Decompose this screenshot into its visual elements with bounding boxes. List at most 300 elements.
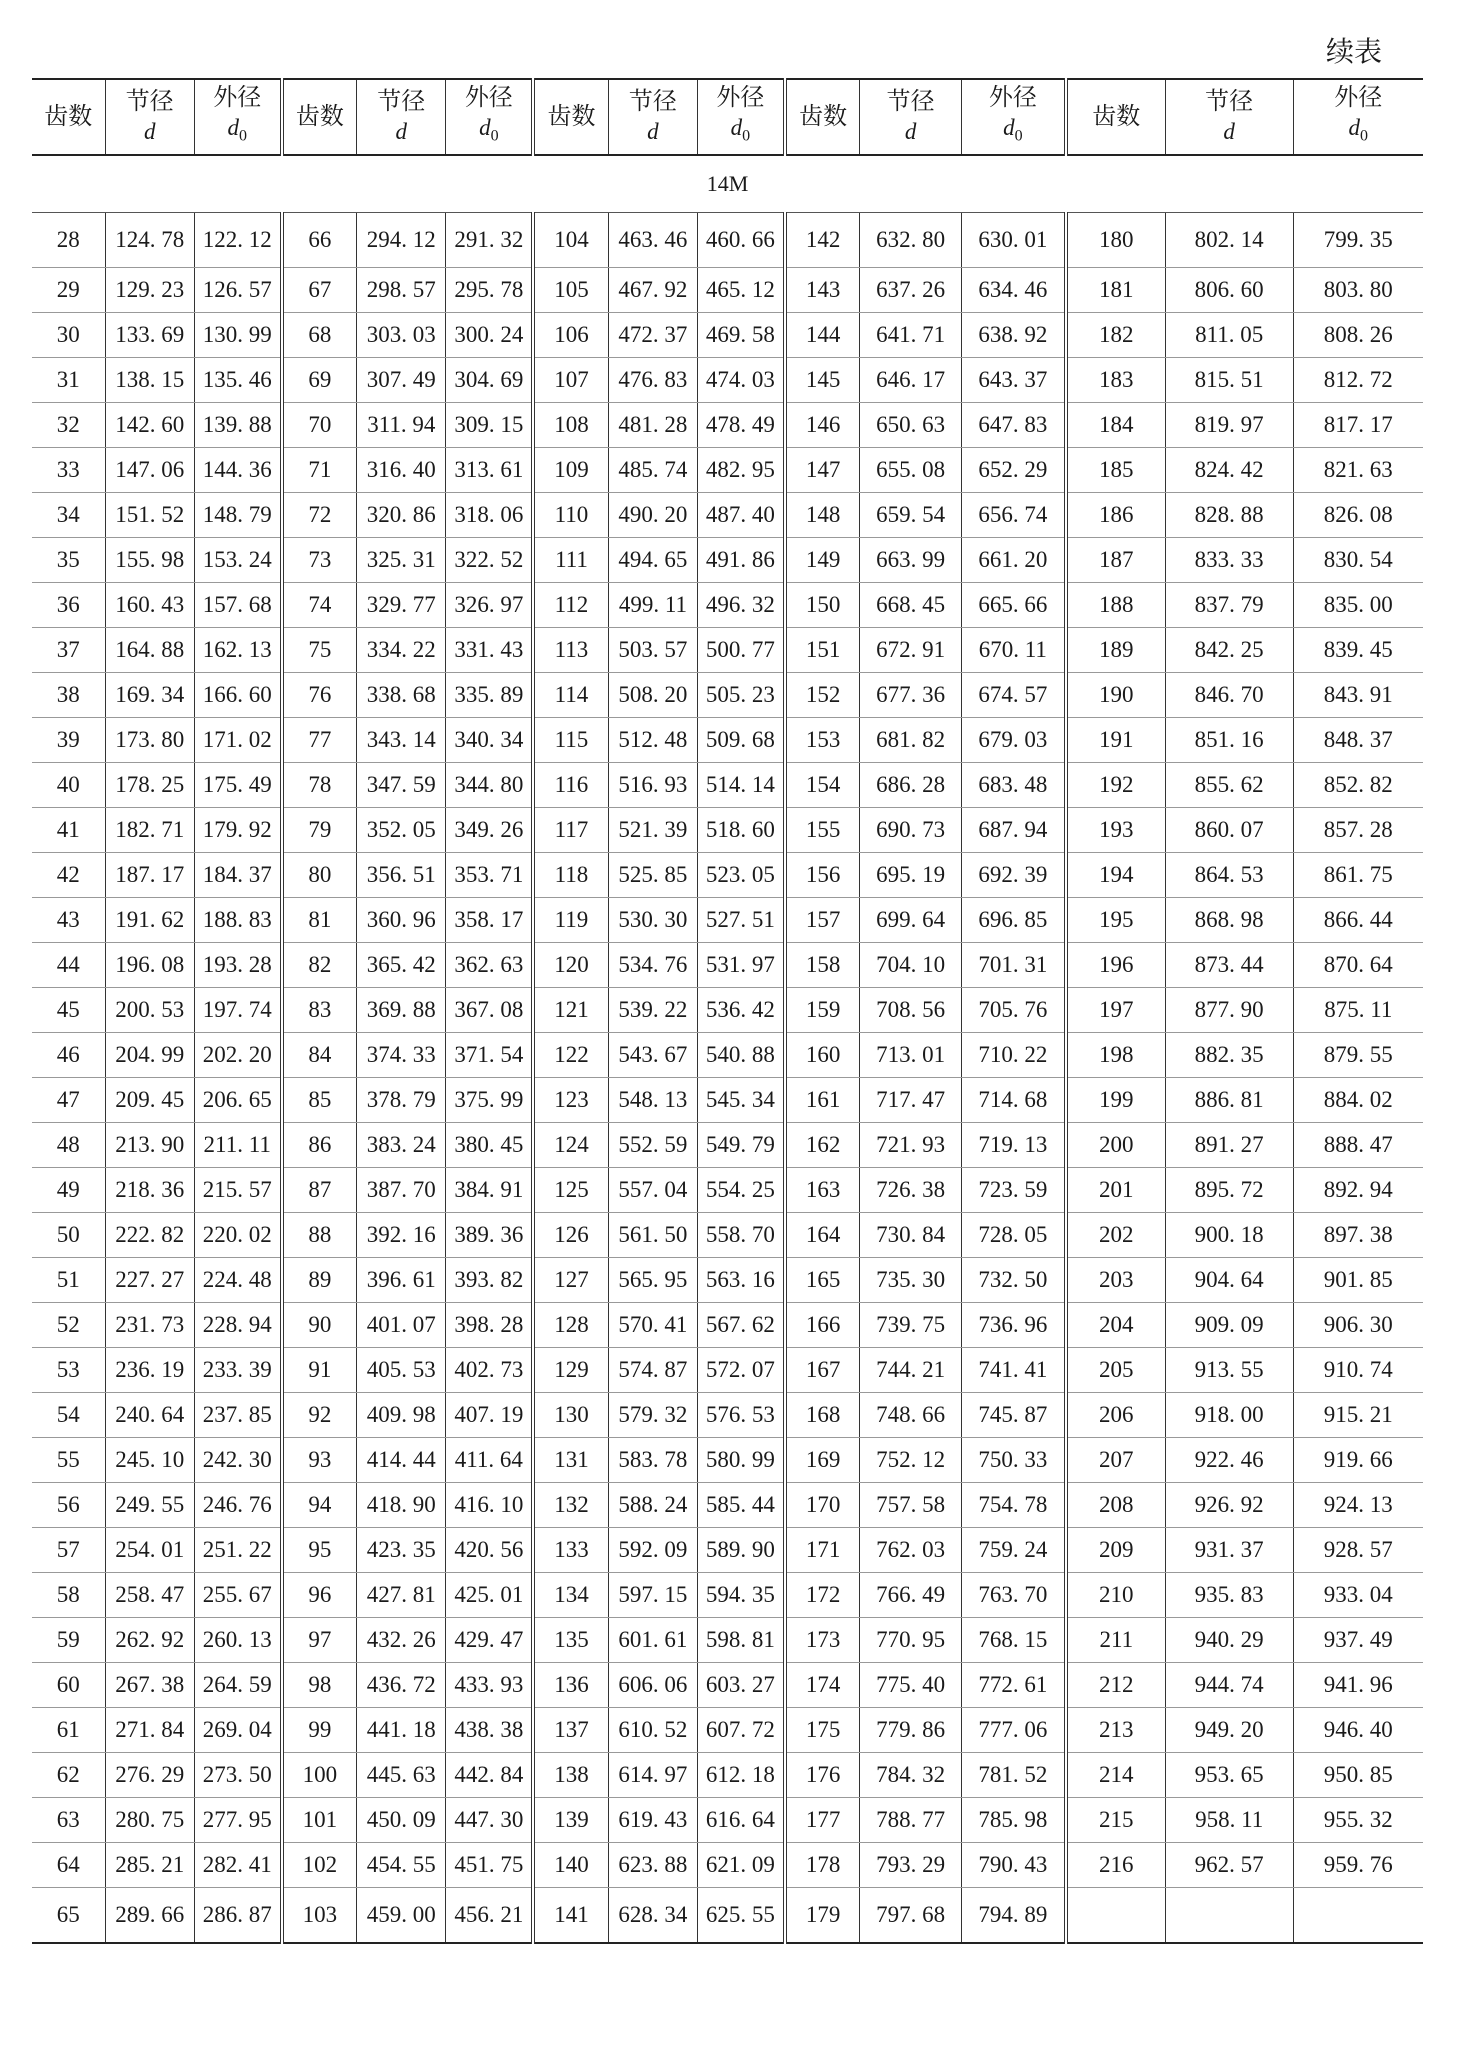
cell-pitch: 236. 19 (105, 1348, 194, 1393)
header-outer-label: 外径 (988, 84, 1037, 111)
header-pitch-label: 节径 (886, 89, 935, 115)
cell-teeth: 106 (533, 313, 608, 358)
cell-pitch: 592. 09 (608, 1528, 697, 1573)
cell-teeth: 187 (1066, 538, 1165, 583)
header-pitch-label: 节径 (125, 89, 174, 115)
cell-outer: 179. 92 (194, 808, 281, 853)
table-row (32, 1573, 1423, 1618)
cell-teeth: 58 (32, 1573, 105, 1618)
cell-outer: 607. 72 (698, 1708, 785, 1753)
cell-pitch: 570. 41 (608, 1303, 697, 1348)
cell-outer: 531. 97 (698, 943, 785, 988)
cell-teeth: 76 (282, 673, 357, 718)
cell-outer: 563. 16 (698, 1258, 785, 1303)
cell-outer: 728. 05 (961, 1213, 1066, 1258)
cell-pitch: 962. 57 (1165, 1843, 1293, 1888)
header-teeth: 齿数 (282, 79, 357, 155)
header-pitch-diameter (1165, 79, 1293, 155)
cell-pitch: 784. 32 (860, 1753, 961, 1798)
cell-outer: 554. 25 (698, 1168, 785, 1213)
header-pitch-symbol: d (395, 119, 408, 144)
cell-outer: 763. 70 (961, 1573, 1066, 1618)
cell-teeth: 200 (1066, 1123, 1165, 1168)
cell-outer: 799. 35 (1293, 213, 1423, 268)
header-teeth: 齿数 (533, 79, 608, 155)
cell-teeth: 37 (32, 628, 105, 673)
cell-pitch: 588. 24 (608, 1483, 697, 1528)
cell-pitch: 436. 72 (357, 1663, 446, 1708)
cell-outer: 478. 49 (698, 403, 785, 448)
cell-outer: 309. 15 (446, 403, 533, 448)
cell-teeth: 92 (282, 1393, 357, 1438)
cell-teeth: 30 (32, 313, 105, 358)
table-row (32, 943, 1423, 988)
cell-teeth: 33 (32, 448, 105, 493)
cell-pitch (1165, 1888, 1293, 1944)
cell-outer: 950. 85 (1293, 1753, 1423, 1798)
cell-teeth: 140 (533, 1843, 608, 1888)
cell-outer: 438. 38 (446, 1708, 533, 1753)
cell-teeth: 117 (533, 808, 608, 853)
cell-outer: 371. 54 (446, 1033, 533, 1078)
header-pitch-label: 节径 (628, 89, 677, 115)
cell-pitch: 441. 18 (357, 1708, 446, 1753)
cell-outer: 474. 03 (698, 358, 785, 403)
cell-outer: 130. 99 (194, 313, 281, 358)
cell-teeth: 164 (785, 1213, 860, 1258)
cell-pitch: 806. 60 (1165, 268, 1293, 313)
cell-teeth: 68 (282, 313, 357, 358)
cell-teeth: 86 (282, 1123, 357, 1168)
cell-teeth: 216 (1066, 1843, 1165, 1888)
cell-outer: 277. 95 (194, 1798, 281, 1843)
cell-outer: 144. 36 (194, 448, 281, 493)
header-outer-symbol-letter: d (479, 114, 491, 140)
cell-outer: 892. 94 (1293, 1168, 1423, 1213)
cell-teeth: 29 (32, 268, 105, 313)
cell-teeth: 63 (32, 1798, 105, 1843)
cell-teeth: 57 (32, 1528, 105, 1573)
cell-pitch: 289. 66 (105, 1888, 194, 1944)
table-row (32, 673, 1423, 718)
cell-pitch: 574. 87 (608, 1348, 697, 1393)
cell-pitch: 918. 00 (1165, 1393, 1293, 1438)
cell-pitch: 770. 95 (860, 1618, 961, 1663)
cell-outer: 429. 47 (446, 1618, 533, 1663)
cell-teeth: 105 (533, 268, 608, 313)
cell-outer: 246. 76 (194, 1483, 281, 1528)
cell-pitch: 343. 14 (357, 718, 446, 763)
cell-pitch: 142. 60 (105, 403, 194, 448)
cell-pitch: 650. 63 (860, 403, 961, 448)
cell-outer: 255. 67 (194, 1573, 281, 1618)
cell-outer: 585. 44 (698, 1483, 785, 1528)
cell-teeth: 173 (785, 1618, 860, 1663)
table-row (32, 898, 1423, 943)
cell-pitch: 851. 16 (1165, 718, 1293, 763)
cell-teeth: 52 (32, 1303, 105, 1348)
cell-pitch: 347. 59 (357, 763, 446, 808)
cell-teeth: 79 (282, 808, 357, 853)
cell-pitch: 868. 98 (1165, 898, 1293, 943)
cell-pitch: 329. 77 (357, 583, 446, 628)
cell-outer: 220. 02 (194, 1213, 281, 1258)
cell-pitch: 276. 29 (105, 1753, 194, 1798)
cell-outer: 754. 78 (961, 1483, 1066, 1528)
cell-teeth: 196 (1066, 943, 1165, 988)
cell-outer: 612. 18 (698, 1753, 785, 1798)
table-row (32, 583, 1423, 628)
cell-pitch: 583. 78 (608, 1438, 697, 1483)
cell-teeth: 39 (32, 718, 105, 763)
cell-pitch: 178. 25 (105, 763, 194, 808)
cell-outer: 518. 60 (698, 808, 785, 853)
cell-outer: 349. 26 (446, 808, 533, 853)
cell-teeth: 61 (32, 1708, 105, 1753)
cell-pitch: 717. 47 (860, 1078, 961, 1123)
cell-teeth: 130 (533, 1393, 608, 1438)
cell-pitch: 396. 61 (357, 1258, 446, 1303)
cell-outer: 941. 96 (1293, 1663, 1423, 1708)
cell-pitch: 548. 13 (608, 1078, 697, 1123)
table-row (32, 1708, 1423, 1753)
cell-teeth: 31 (32, 358, 105, 403)
cell-pitch: 699. 64 (860, 898, 961, 943)
cell-pitch: 450. 09 (357, 1798, 446, 1843)
cell-outer: 652. 29 (961, 448, 1066, 493)
cell-teeth: 96 (282, 1573, 357, 1618)
cell-pitch: 913. 55 (1165, 1348, 1293, 1393)
cell-pitch: 401. 07 (357, 1303, 446, 1348)
cell-outer: 785. 98 (961, 1798, 1066, 1843)
cell-pitch: 886. 81 (1165, 1078, 1293, 1123)
cell-teeth: 145 (785, 358, 860, 403)
cell-teeth: 142 (785, 213, 860, 268)
cell-outer: 295. 78 (446, 268, 533, 313)
cell-pitch: 187. 17 (105, 853, 194, 898)
cell-outer: 634. 46 (961, 268, 1066, 313)
cell-teeth: 35 (32, 538, 105, 583)
cell-outer: 260. 13 (194, 1618, 281, 1663)
cell-outer: 558. 70 (698, 1213, 785, 1258)
cell-outer: 955. 32 (1293, 1798, 1423, 1843)
cell-teeth: 171 (785, 1528, 860, 1573)
cell-pitch: 819. 97 (1165, 403, 1293, 448)
cell-pitch: 405. 53 (357, 1348, 446, 1393)
cell-outer: 808. 26 (1293, 313, 1423, 358)
cell-outer: 821. 63 (1293, 448, 1423, 493)
cell-pitch: 837. 79 (1165, 583, 1293, 628)
cell-teeth: 189 (1066, 628, 1165, 673)
cell-pitch: 614. 97 (608, 1753, 697, 1798)
header-pitch-symbol: d (904, 119, 917, 144)
header-pitch-label: 节径 (377, 89, 426, 115)
cell-teeth: 101 (282, 1798, 357, 1843)
cell-teeth: 141 (533, 1888, 608, 1944)
cell-teeth: 88 (282, 1213, 357, 1258)
table-row (32, 1483, 1423, 1528)
cell-teeth: 72 (282, 493, 357, 538)
cell-outer: 318. 06 (446, 493, 533, 538)
table-row (32, 1618, 1423, 1663)
cell-pitch: 704. 10 (860, 943, 961, 988)
header-pitch-label: 节径 (1205, 89, 1254, 115)
cell-pitch: 775. 40 (860, 1663, 961, 1708)
cell-teeth: 62 (32, 1753, 105, 1798)
cell-teeth: 69 (282, 358, 357, 403)
cell-pitch: 739. 75 (860, 1303, 961, 1348)
cell-teeth: 207 (1066, 1438, 1165, 1483)
cell-pitch: 392. 16 (357, 1213, 446, 1258)
cell-pitch: 334. 22 (357, 628, 446, 673)
cell-teeth: 177 (785, 1798, 860, 1843)
cell-outer: 817. 17 (1293, 403, 1423, 448)
cell-outer: 723. 59 (961, 1168, 1066, 1213)
cell-pitch: 788. 77 (860, 1798, 961, 1843)
cell-outer: 425. 01 (446, 1573, 533, 1618)
cell-teeth: 123 (533, 1078, 608, 1123)
cell-teeth: 152 (785, 673, 860, 718)
table-row (32, 1033, 1423, 1078)
cell-outer: 322. 52 (446, 538, 533, 583)
cell-teeth: 38 (32, 673, 105, 718)
cell-pitch: 623. 88 (608, 1843, 697, 1888)
cell-teeth: 181 (1066, 268, 1165, 313)
cell-teeth: 163 (785, 1168, 860, 1213)
table-row (32, 358, 1423, 403)
cell-outer: 826. 08 (1293, 493, 1423, 538)
table-row (32, 493, 1423, 538)
cell-pitch: 218. 36 (105, 1168, 194, 1213)
cell-outer: 701. 31 (961, 943, 1066, 988)
cell-teeth: 78 (282, 763, 357, 808)
cell-outer: 286. 87 (194, 1888, 281, 1944)
cell-outer: 536. 42 (698, 988, 785, 1033)
cell-teeth: 174 (785, 1663, 860, 1708)
cell-teeth: 185 (1066, 448, 1165, 493)
cell-pitch: 762. 03 (860, 1528, 961, 1573)
cell-pitch: 726. 38 (860, 1168, 961, 1213)
cell-outer: 768. 15 (961, 1618, 1066, 1663)
cell-pitch: 663. 99 (860, 538, 961, 583)
cell-outer: 594. 35 (698, 1573, 785, 1618)
cell-outer: 482. 95 (698, 448, 785, 493)
cell-outer: 710. 22 (961, 1033, 1066, 1078)
cell-pitch: 356. 51 (357, 853, 446, 898)
cell-pitch: 213. 90 (105, 1123, 194, 1168)
table-row (32, 1663, 1423, 1708)
cell-teeth: 153 (785, 718, 860, 763)
table-row (32, 403, 1423, 448)
cell-teeth: 74 (282, 583, 357, 628)
cell-pitch: 209. 45 (105, 1078, 194, 1123)
cell-pitch: 534. 76 (608, 943, 697, 988)
cell-teeth: 154 (785, 763, 860, 808)
cell-teeth: 203 (1066, 1258, 1165, 1303)
cell-teeth: 151 (785, 628, 860, 673)
header-outer-symbol (195, 113, 280, 152)
cell-outer: 251. 22 (194, 1528, 281, 1573)
cell-outer: 812. 72 (1293, 358, 1423, 403)
cell-pitch: 254. 01 (105, 1528, 194, 1573)
cell-teeth: 43 (32, 898, 105, 943)
header-pitch-symbol: d (1223, 119, 1235, 144)
table-row (32, 763, 1423, 808)
table-row (32, 1123, 1423, 1168)
cell-teeth: 54 (32, 1393, 105, 1438)
cell-outer: 211. 11 (194, 1123, 281, 1168)
table-row (32, 1798, 1423, 1843)
cell-outer: 184. 37 (194, 853, 281, 898)
cell-outer: 264. 59 (194, 1663, 281, 1708)
header-pitch-diameter (608, 79, 697, 155)
cell-outer: 803. 80 (1293, 268, 1423, 313)
cell-pitch: 472. 37 (608, 313, 697, 358)
cell-outer: 456. 21 (446, 1888, 533, 1944)
table-row (32, 1888, 1423, 1944)
cell-pitch: 325. 31 (357, 538, 446, 583)
cell-teeth: 213 (1066, 1708, 1165, 1753)
cell-outer: 514. 14 (698, 763, 785, 808)
cell-teeth: 99 (282, 1708, 357, 1753)
cell-outer: 866. 44 (1293, 898, 1423, 943)
cell-teeth: 103 (282, 1888, 357, 1944)
cell-teeth: 49 (32, 1168, 105, 1213)
header-outer-diameter (446, 79, 533, 155)
cell-outer: 500. 77 (698, 628, 785, 673)
cell-teeth: 116 (533, 763, 608, 808)
cell-pitch: 579. 32 (608, 1393, 697, 1438)
cell-pitch: 802. 14 (1165, 213, 1293, 268)
cell-pitch: 909. 09 (1165, 1303, 1293, 1348)
cell-pitch: 129. 23 (105, 268, 194, 313)
cell-pitch: 793. 29 (860, 1843, 961, 1888)
cell-pitch: 646. 17 (860, 358, 961, 403)
cell-pitch: 485. 74 (608, 448, 697, 493)
cell-pitch: 695. 19 (860, 853, 961, 898)
cell-outer: 616. 64 (698, 1798, 785, 1843)
cell-outer: 959. 76 (1293, 1843, 1423, 1888)
cell-outer: 732. 50 (961, 1258, 1066, 1303)
cell-pitch: 503. 57 (608, 628, 697, 673)
table-row (32, 853, 1423, 898)
cell-teeth: 94 (282, 1483, 357, 1528)
cell-pitch: 873. 44 (1165, 943, 1293, 988)
cell-pitch: 597. 15 (608, 1573, 697, 1618)
cell-teeth: 127 (533, 1258, 608, 1303)
cell-outer: 540. 88 (698, 1033, 785, 1078)
cell-pitch: 463. 46 (608, 213, 697, 268)
cell-teeth: 71 (282, 448, 357, 493)
cell-pitch: 637. 26 (860, 268, 961, 313)
cell-outer: 861. 75 (1293, 853, 1423, 898)
cell-pitch: 744. 21 (860, 1348, 961, 1393)
cell-pitch: 815. 51 (1165, 358, 1293, 403)
cell-teeth: 114 (533, 673, 608, 718)
table-row (32, 268, 1423, 313)
cell-outer: 362. 63 (446, 943, 533, 988)
header-outer-diameter (194, 79, 281, 155)
table-row (32, 213, 1423, 268)
cell-outer: 331. 43 (446, 628, 533, 673)
cell-teeth: 133 (533, 1528, 608, 1573)
cell-pitch: 628. 34 (608, 1888, 697, 1944)
cell-outer: 291. 32 (446, 213, 533, 268)
cell-pitch: 752. 12 (860, 1438, 961, 1483)
section-row (32, 155, 1423, 213)
table-row (32, 538, 1423, 583)
cell-teeth: 109 (533, 448, 608, 493)
cell-outer: 139. 88 (194, 403, 281, 448)
cell-outer: 442. 84 (446, 1753, 533, 1798)
cell-pitch: 418. 90 (357, 1483, 446, 1528)
cell-outer: 933. 04 (1293, 1573, 1423, 1618)
cell-outer: 505. 23 (698, 673, 785, 718)
cell-outer: 344. 80 (446, 763, 533, 808)
cell-pitch: 151. 52 (105, 493, 194, 538)
cell-pitch: 935. 83 (1165, 1573, 1293, 1618)
cell-pitch: 191. 62 (105, 898, 194, 943)
cell-outer: 843. 91 (1293, 673, 1423, 718)
cell-teeth: 183 (1066, 358, 1165, 403)
cell-pitch: 655. 08 (860, 448, 961, 493)
cell-pitch: 338. 68 (357, 673, 446, 718)
cell-teeth: 186 (1066, 493, 1165, 538)
header-outer-label: 外径 (213, 84, 262, 111)
cell-teeth: 205 (1066, 1348, 1165, 1393)
cell-outer: 326. 97 (446, 583, 533, 628)
cell-outer: 924. 13 (1293, 1483, 1423, 1528)
cell-pitch: 494. 65 (608, 538, 697, 583)
cell-outer: 433. 93 (446, 1663, 533, 1708)
cell-teeth: 66 (282, 213, 357, 268)
cell-outer: 741. 41 (961, 1348, 1066, 1393)
cell-outer: 411. 64 (446, 1438, 533, 1483)
cell-teeth: 158 (785, 943, 860, 988)
cell-teeth: 192 (1066, 763, 1165, 808)
cell-pitch: 610. 52 (608, 1708, 697, 1753)
cell-pitch: 365. 42 (357, 943, 446, 988)
cell-outer: 919. 66 (1293, 1438, 1423, 1483)
cell-outer: 228. 94 (194, 1303, 281, 1348)
cell-outer: 901. 85 (1293, 1258, 1423, 1303)
cell-teeth: 70 (282, 403, 357, 448)
cell-outer: 875. 11 (1293, 988, 1423, 1033)
cell-pitch: 476. 83 (608, 358, 697, 403)
cell-teeth: 180 (1066, 213, 1165, 268)
cell-pitch: 748. 66 (860, 1393, 961, 1438)
cell-outer: 750. 33 (961, 1438, 1066, 1483)
cell-outer: 745. 87 (961, 1393, 1066, 1438)
cell-pitch: 779. 86 (860, 1708, 961, 1753)
cell-teeth: 202 (1066, 1213, 1165, 1258)
cell-teeth: 190 (1066, 673, 1165, 718)
cell-pitch: 632. 80 (860, 213, 961, 268)
cell-pitch: 227. 27 (105, 1258, 194, 1303)
cell-teeth: 144 (785, 313, 860, 358)
cell-teeth: 87 (282, 1168, 357, 1213)
cell-pitch: 298. 57 (357, 268, 446, 313)
cell-teeth: 83 (282, 988, 357, 1033)
cell-pitch: 387. 70 (357, 1168, 446, 1213)
cell-pitch: 454. 55 (357, 1843, 446, 1888)
header-pitch-diameter (357, 79, 446, 155)
header-outer-label: 外径 (716, 84, 765, 111)
cell-teeth: 81 (282, 898, 357, 943)
cell-outer: 638. 92 (961, 313, 1066, 358)
cell-outer: 215. 57 (194, 1168, 281, 1213)
cell-pitch: 307. 49 (357, 358, 446, 403)
